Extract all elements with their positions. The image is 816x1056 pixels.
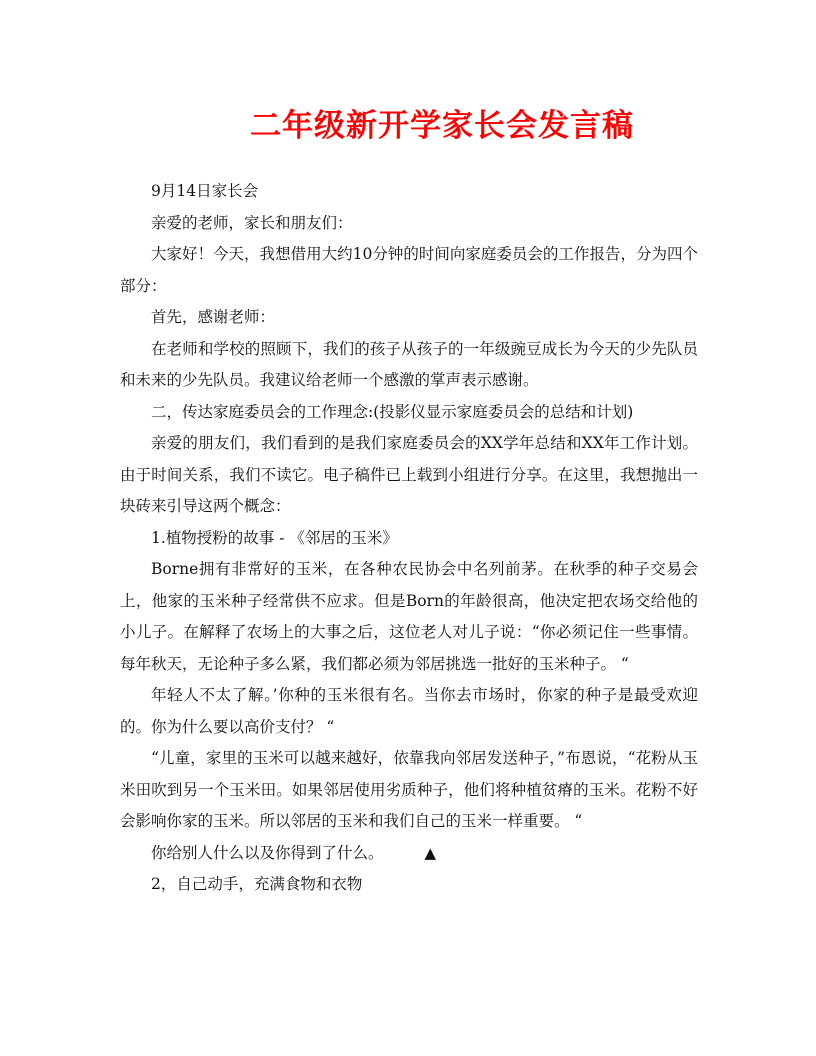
paragraph-date: 9月14日家长会 <box>151 182 259 200</box>
paragraph-intro: 大家好！今天，我想借用大约10分钟的时间向家庭委员会的工作报告，分为四个部分： <box>120 245 698 295</box>
paragraph-story-heading: 1.植物授粉的故事 - 《邻居的玉米》 <box>151 528 398 547</box>
paragraph-greeting: 亲爱的老师，家长和朋友们： <box>151 213 353 232</box>
paragraph-story-body: Borne拥有非常好的玉米，在各种农民协会中名列前茅。在秋季的种子交易会上，他家的玉米种子经常供不应求。但是Born的年龄很高，他决定把农场交给他的小儿子。在解释了农场上的大事之后，这位老人对儿子说：“你必须记住一些事情。每年秋天，无论种子多么紧，我们都必须为邻居挑选一批好的玉米种子。 “ <box>120 560 698 673</box>
paragraph-committee-summary: 亲爱的朋友们，我们看到的是我们家庭委员会的XX学年总结和XX年工作计划。由于时间关系，我们不读它。电子稿件已上载到小组进行分享。在这里，我想抛出一块砖来引导这两个概念： <box>120 434 698 515</box>
paragraph-moral <box>120 838 698 870</box>
paragraph-first-heading: 首先，感谢老师： <box>151 308 276 326</box>
document-body <box>120 176 698 901</box>
triangle-icon: ▲ <box>424 843 437 862</box>
paragraph-boone-reply: “儿童，家里的玉米可以越来越好，依靠我向邻居发送种子，”布恩说，“花粉从玉米田吹到另一个玉米田。如果邻居使用劣质种子，他们将种植贫瘠的玉米。花粉不好会影响你家的玉米。所以邻居的玉米和我们自己的玉米一样重要。 “ <box>120 749 698 830</box>
paragraph-section-two: 2，自己动手，充满食物和衣物 <box>151 875 363 893</box>
document-title: 二年级新开学家长会发言稿 <box>250 108 634 144</box>
moral-text: 你给别人什么以及你得到了什么。 <box>151 843 384 862</box>
paragraph-young-man: 年轻人不太了解。’你种的玉米很有名。当你去市场时，你家的种子是最受欢迎的。你为什么要以高价支付？ “ <box>120 686 698 736</box>
paragraph-second-heading: 二，传达家庭委员会的工作理念:(投影仪显示家庭委员会的总结和计划) <box>151 402 634 421</box>
paragraph-thanks: 在老师和学校的照顾下，我们的孩子从孩子的一年级豌豆成长为今天的少先队员和未来的少先队员。我建议给老师一个感激的掌声表示感谢。 <box>120 339 698 389</box>
